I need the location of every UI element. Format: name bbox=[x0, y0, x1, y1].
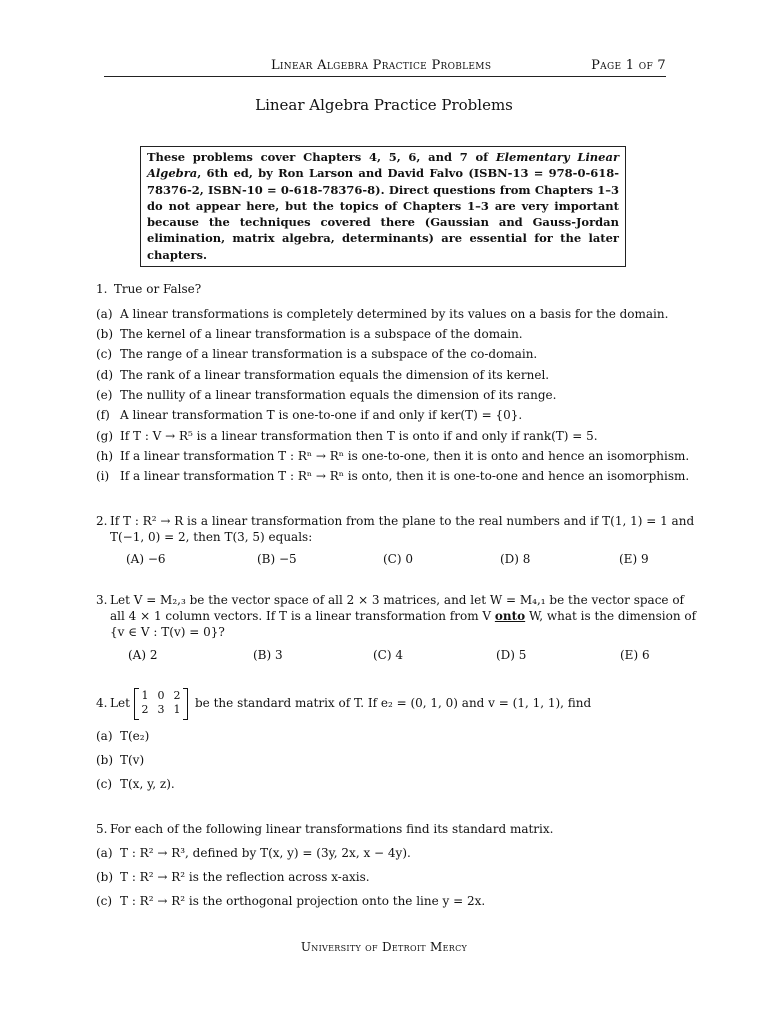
matrix-right-bracket bbox=[183, 688, 188, 720]
question-number: 2. bbox=[96, 514, 108, 528]
list-item: (b) T : R² → R² is the reflection across x-axis. bbox=[96, 870, 370, 884]
answer-choice: (D) 5 bbox=[496, 648, 527, 662]
list-item: (a) T : R² → R³, defined by T(x, y) = (3y, 2x, x − 4y). bbox=[96, 846, 411, 860]
answer-choice: (B) 3 bbox=[253, 648, 283, 662]
list-item: (b) T(v) bbox=[96, 753, 145, 767]
question-5-heading: 5. For each of the following linear transformations find its standard matrix. bbox=[96, 822, 554, 836]
answer-choice: (D) 8 bbox=[500, 552, 531, 566]
matrix-cell: 2 bbox=[173, 689, 181, 702]
question-number: 1. bbox=[96, 282, 108, 296]
list-item: (g) If T : V → R⁵ is a linear transformation then T is onto if and only if rank(T) = 5. bbox=[96, 429, 598, 443]
matrix-cell: 3 bbox=[157, 703, 165, 716]
matrix-cell: 1 bbox=[141, 689, 149, 702]
question-4-rest: be the standard matrix of T. If e₂ = (0, 1, 0) and v = (1, 1, 1), find bbox=[195, 696, 592, 710]
question-3-line-2: all 4 × 1 column vectors. If T is a linear transformation from V onto W, what is the dimension of bbox=[110, 609, 697, 623]
list-item: (h) If a linear transformation T : Rⁿ → Rⁿ is one-to-one, then it is onto and hence an isomorphism. bbox=[96, 449, 690, 463]
question-1-heading bbox=[96, 281, 201, 297]
question-number: 3. bbox=[96, 593, 108, 607]
list-item: (b) The kernel of a linear transformation is a subspace of the domain. bbox=[96, 327, 523, 341]
list-item: (c) T(x, y, z). bbox=[96, 777, 175, 791]
matrix-cell: 0 bbox=[157, 689, 165, 702]
answer-choice: (E) 6 bbox=[620, 648, 650, 662]
header-title: Linear Algebra Practice Problems bbox=[271, 58, 492, 73]
header-page-number: Page 1 of 7 bbox=[591, 58, 666, 73]
running-header bbox=[104, 58, 666, 77]
question-2-line-2: T(−1, 0) = 2, then T(3, 5) equals: bbox=[110, 530, 313, 544]
question-prompt: True or False? bbox=[113, 282, 202, 296]
onto-emphasis: onto bbox=[494, 609, 526, 623]
list-item: (d) The rank of a linear transformation equals the dimension of its kernel. bbox=[96, 368, 550, 382]
answer-choice: (C) 0 bbox=[383, 552, 413, 566]
question-3-line-3: {v ∈ V : T(v) = 0}? bbox=[110, 625, 225, 639]
list-item: (a) A linear transformations is completely determined by its values on a basis for the domain. bbox=[96, 307, 669, 321]
matrix-cell: 1 bbox=[173, 703, 181, 716]
answer-choice: (C) 4 bbox=[373, 648, 403, 662]
page-footer: University of Detroit Mercy bbox=[300, 940, 468, 954]
matrix-cell: 2 bbox=[141, 703, 149, 716]
list-item: (c) The range of a linear transformation is a subspace of the co-domain. bbox=[96, 347, 538, 361]
question-number: 4. bbox=[96, 696, 108, 710]
intro-text-part1: These problems cover Chapters 4, 5, 6, and 7 of bbox=[147, 150, 496, 164]
list-item: (e) The nullity of a linear transformation equals the dimension of its range. bbox=[96, 388, 557, 402]
list-item: (f) A linear transformation T is one-to-one if and only if ker(T) = {0}. bbox=[96, 408, 523, 422]
list-item: (i) If a linear transformation T : Rⁿ → Rⁿ is onto, then it is one-to-one and hence an isomorphism. bbox=[96, 469, 690, 483]
answer-choice: (A) 2 bbox=[128, 648, 158, 662]
question-3-line-1: 3. Let V = M₂,₃ be the vector space of all 2 × 3 matrices, and let W = M₄,₁ be the vector space of bbox=[96, 593, 684, 607]
list-item: (c) T : R² → R² is the orthogonal projection onto the line y = 2x. bbox=[96, 894, 486, 908]
intro-book-title: Elementary Linear Algebra bbox=[147, 150, 619, 181]
standard-matrix bbox=[134, 688, 188, 718]
answer-choice: (B) −5 bbox=[257, 552, 297, 566]
list-item: (a) T(e₂) bbox=[96, 729, 150, 743]
intro-box bbox=[140, 146, 626, 267]
answer-choice: (E) 9 bbox=[619, 552, 649, 566]
document-title: Linear Algebra Practice Problems bbox=[255, 96, 513, 114]
question-2-line-1: 2. If T : R² → R is a linear transformation from the plane to the real numbers and if T(1, 1) = 1 and bbox=[96, 514, 695, 528]
question-number: 5. bbox=[96, 822, 108, 836]
question-4-intro: 4. Let bbox=[96, 696, 130, 710]
answer-choice: (A) −6 bbox=[126, 552, 166, 566]
intro-text-part2: , 6th ed, by Ron Larson and David Falvo (ISBN-13 = 978-0-618-78376-2, ISBN-10 = 0-618-78376-8). Direct questions from Chapters 1–3 do not appear here, but the topics of Chapters 1–3 are very important because the techniques covered there (Gaussian and Gauss-Jordan elimination, matrix algebra, determinants) are essential for the later chapters. bbox=[147, 166, 619, 262]
